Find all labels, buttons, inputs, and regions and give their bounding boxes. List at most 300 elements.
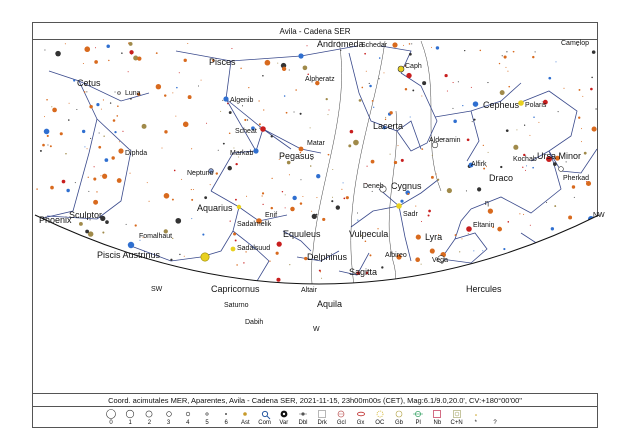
star-dot [46,99,48,101]
star-dot [432,155,433,156]
star-dot [410,116,411,117]
star-dot [572,185,575,188]
star-dot [262,75,264,77]
star-dot [500,166,502,168]
star-dot [137,56,141,60]
star-dot [259,123,261,125]
star-dot [369,83,370,84]
star-dot [346,196,349,199]
star-dot [385,117,386,118]
legend-item-gx [351,407,371,427]
star-dot [421,264,422,265]
star-dot [379,57,381,59]
object-label-sadalmelik: Sadalmelik [237,221,272,228]
star-dot [366,71,367,72]
legend-item-mag0 [101,407,121,427]
star-dot [504,55,507,58]
star-dot [258,100,259,101]
star-dot [516,129,517,130]
object-label-scheat: Scheat [235,128,257,135]
star-dot [466,190,467,191]
star-dot [372,191,373,192]
star-dot [156,84,161,89]
star-dot [459,251,460,252]
star-dot [110,102,111,103]
constellation-label-cepheus: Cepheus [483,100,520,110]
star-dot [222,100,223,101]
mag-4-icon [178,407,198,419]
star-dot [340,50,341,51]
star-dot [412,89,414,91]
star-dot [89,105,92,108]
star-dot [437,179,439,181]
star-dot [242,105,243,106]
star-dot [292,196,296,200]
star-dot [193,189,194,190]
star-dot [499,63,500,64]
star-algenib [223,96,228,101]
star-dot [262,195,263,196]
legend-label: * [474,420,477,426]
star-dot [235,199,237,201]
star-dot [113,119,116,122]
star-alpheratz [298,53,303,58]
star-dot [421,221,422,222]
star-dot [223,143,225,145]
star-dot [590,88,593,91]
star-dot [105,158,109,162]
legend-label: Nb [433,420,442,426]
star-dot [174,170,176,172]
constellation-label-pegasus: Pegasus [279,151,315,161]
star-dot [129,50,133,54]
star-dot [164,130,167,133]
star-dot [555,61,556,62]
star-dot [230,221,231,222]
mag-2-icon [139,407,159,419]
star-dot [591,77,593,79]
star-eltanin [466,226,472,232]
star-dot [102,174,107,179]
star-dot [172,199,174,201]
star-dot [204,196,207,199]
star-dot [228,166,232,170]
star-dot [202,234,204,236]
star-dot [436,173,437,174]
star-dot [574,197,575,198]
star-dot [184,59,187,62]
legend-label: ? [493,420,497,426]
sky-map[interactable] [33,39,605,392]
legend-label: 5 [205,420,209,426]
star-dot [526,165,527,166]
object-label-alderamin: Alderamin [429,137,461,144]
legend-item-mag4 [178,407,198,427]
star-dot [461,238,462,239]
star-dot [371,160,375,164]
star-dot [453,82,454,83]
star-dot [44,116,45,117]
star-dot [114,131,116,133]
object-label-albireo: Albireo [385,252,407,259]
star-dot [276,278,280,282]
legend-item-mag6 [216,407,236,427]
star-fomalhaut [128,242,134,248]
star-dot [422,81,426,85]
star-dot [428,215,430,217]
star-dot [95,47,96,48]
star-dot [500,90,505,95]
sky-chart-frame [32,22,605,428]
star-dot [201,80,202,81]
star-dot [530,225,531,226]
mag-3-icon [159,407,179,419]
star-sadalsuud [231,247,236,252]
star-dot [233,148,234,149]
star-dot [533,117,534,118]
star-dot [122,131,123,132]
star-dot [595,108,596,109]
constellation-line [226,61,291,149]
constellation-line [97,119,131,219]
star-dot [582,96,583,97]
star-dot [581,128,582,129]
star-dot [303,66,308,71]
star-dot [271,207,273,209]
legend-item-drk [312,407,332,427]
star-dot [506,129,509,132]
star-dot [578,117,580,119]
star-dot [389,111,392,114]
star-dot [502,55,503,56]
star-dot [284,95,286,97]
star-dot [364,53,366,55]
legend-label: Dbl [298,420,308,426]
star-dot [538,122,539,123]
star-dot [310,165,312,167]
star-dot [100,175,101,176]
star-dot [525,170,526,171]
star-dot [473,119,475,121]
star-dot [93,200,98,205]
object-label-markab: Markab [230,150,254,157]
star-dot [362,87,364,89]
star-dot [94,166,95,167]
star-dot [135,224,137,226]
star-dot [277,63,278,64]
star-dot [263,109,264,110]
constellation-label-vulpecula: Vulpecula [349,229,389,239]
star-dot [452,108,453,109]
open-cluster-icon [370,407,390,419]
star-dot [277,242,282,247]
star-dot [40,150,42,152]
star-dot [487,82,488,83]
star-dot [488,152,489,153]
star-dot [407,193,409,195]
star-dot [535,51,536,52]
legend-item-dbl [293,407,313,427]
star-dot [522,167,523,168]
star-dot [473,101,479,107]
star-luna [118,92,121,95]
star-dot [69,103,70,104]
object-label-altair: Altair [301,287,317,294]
star-dot [227,103,229,105]
star-dot [532,167,534,169]
star-dot [369,254,371,256]
star-dot [464,50,465,51]
globule-icon [389,407,409,419]
dark-nebula-icon [312,407,332,419]
star-dot [236,264,237,265]
mag-6-icon [216,407,236,419]
star-dot [98,146,101,149]
star-dot [87,148,88,149]
star-dot [233,233,236,236]
mag-5-icon [197,407,217,419]
star-dot [218,150,219,151]
star-dot [235,239,237,241]
star-dot [372,100,374,102]
mag-0-icon [101,407,121,419]
star-dot [286,112,288,114]
constellation-label-andromeda: Andromeda [317,39,364,49]
object-label-algenib: Algenib [230,97,254,104]
object-label-caph: Caph [405,63,422,70]
legend-label: Gx [356,420,365,426]
star-dot [229,111,232,114]
star-dot [505,67,506,68]
legend-label: Com [258,420,271,426]
constellation-line [351,206,399,227]
star-dot [401,159,404,162]
star-dot [187,43,188,44]
star-dot [300,202,302,204]
star-dot [551,227,554,230]
object-label-alpheratz: Alpheratz [305,76,335,83]
star-dot [79,222,83,226]
star-dot [507,221,509,223]
star-dot [558,111,559,112]
globular-cluster-icon [331,407,351,419]
star-dot [367,166,368,167]
star-dot [243,262,244,263]
constellation-label-delphinus: Delphinus [307,252,348,262]
star-dot [82,130,85,133]
star-dot [276,252,279,255]
chart-coordinates-footer: Coord. acimutales MER, Aparentes, Avila - Cadena SER, 2021-11-15, 23h00m00s (CET), Mag:6.1/9.0,20.0', CV:+180°00'00" [33,393,597,407]
star-dot [289,174,290,175]
star-dot [68,119,70,121]
legend-item-unk [485,407,505,427]
star-dot [473,250,474,251]
object-label-sadr: Sadr [403,211,418,218]
star-dot [326,98,328,100]
star-dot [285,207,286,208]
constellation-label-equuleus: Equuleus [283,229,321,239]
star-dot [316,214,318,216]
star-dot [156,52,158,54]
object-label-deneb: Deneb [363,183,384,190]
legend-item-ast [235,407,255,427]
star-dot [316,174,320,178]
star-dot [164,94,166,96]
legend-item-gcl [331,407,351,427]
star-dot [85,230,89,234]
star-dot [102,231,104,233]
symbol-legend [33,407,597,429]
star-dot [147,182,148,183]
star-dot [262,192,264,194]
star-dot [183,122,189,128]
star-dot [483,145,484,146]
star-dot [101,109,102,110]
star-markab [253,148,258,153]
star-dot [121,52,123,54]
star-dot [259,128,260,129]
star-dot [188,95,192,99]
milky-way-edge [421,41,441,191]
star-dot [161,148,162,149]
galaxy-icon [351,407,371,419]
constellation-label-aquila: Aquila [317,299,343,309]
star-dot [409,53,412,56]
star-dot [400,200,403,203]
star-dot [117,178,122,183]
star-dot [191,199,193,201]
star-dot [503,248,505,250]
star-dot [379,78,380,79]
star-dot [302,196,303,197]
star-dot [553,162,557,166]
star-dot [343,197,345,199]
star-dot [176,87,178,89]
star-dot [90,138,91,139]
star-dot [472,121,473,122]
star-dot [532,56,534,58]
star-dot [210,184,211,185]
star-dot [431,47,432,48]
star-dot [421,96,422,97]
constellation-label-lacerta: Lacerta [373,121,404,131]
object-label-dabih: Dabih [245,319,264,326]
star-dot [94,60,98,64]
object-label-vega: Vega [432,257,448,264]
star-dot [191,189,192,190]
star-dot [524,125,525,126]
object-label-diphda: Diphda [125,150,148,157]
star-dot [220,111,221,112]
variable-star-icon [274,407,294,419]
star-dot [290,207,295,212]
star-dot [310,127,311,128]
star-dot [115,92,116,93]
star-dot [181,179,182,180]
star-dot [47,144,48,145]
star-dot [295,89,297,91]
legend-item-oc [370,407,390,427]
star-dot [563,88,564,89]
star-dot [300,113,302,115]
double-star-icon [293,407,313,419]
star-dot [142,124,147,129]
star-dot [148,201,149,202]
star-dot [229,132,231,134]
constellation-label-aquarius: Aquarius [197,203,233,213]
star-dot [289,70,290,71]
object-label-schedar: Schedar [361,42,388,49]
object-label-sw: SW [151,286,163,293]
object-label-alfirk: Alfirk [471,161,487,168]
constellation-label-sculptor: Sculptor [69,210,103,220]
star-dot [42,144,45,147]
object-label-nw: NW [593,212,605,219]
star-dot [62,180,66,184]
constellation-line [455,209,471,239]
star-caph [398,66,404,72]
star-dot [592,127,597,132]
constellation-line [467,111,479,161]
star-dot [103,136,104,137]
star-dot [421,148,423,150]
star-dot [175,218,181,224]
star-dot [198,85,199,86]
star-dot [103,99,104,100]
star-dot [409,43,411,45]
mag-1-icon [120,407,140,419]
planetary-nebula-icon [408,407,428,419]
star-dot [436,46,439,49]
star-dot [128,71,129,72]
star-dot [321,278,322,279]
cluster-nebula-icon [447,407,467,419]
legend-label: Var [279,420,289,426]
constellation-label-camelopardalis: Camelop [561,40,590,47]
constellation-label-capricornus: Capricornus [211,284,260,294]
legend-item-mag2 [139,407,159,427]
star-dot [60,132,63,135]
star-dot [353,140,359,146]
star-dot [246,196,247,197]
star-dot [320,271,321,272]
object-label-enif: Enif [265,212,278,219]
star-icon [466,407,486,419]
star-dot [52,108,57,113]
star-dot [86,91,87,92]
legend-item-cn [447,407,467,427]
star-dot [467,138,470,141]
star-schedar [392,42,397,47]
star-dot [385,119,386,120]
legend-item-mag5 [197,407,217,427]
star-dot [126,224,127,225]
star-dot [51,106,52,107]
star-dot [507,71,508,72]
star-dot [411,43,412,44]
star-dot [105,220,109,224]
legend-label: Pl [415,420,421,426]
star-dot [480,50,482,52]
star-dot [65,153,66,154]
star-dot [390,154,391,155]
star-dot [55,51,61,57]
star-dot [116,115,118,117]
star-dot [508,86,510,88]
constellation-label-piscis-austrinus: Piscis Austrinus [97,250,161,260]
comet-icon [255,407,275,419]
legend-item-pl [408,407,428,427]
